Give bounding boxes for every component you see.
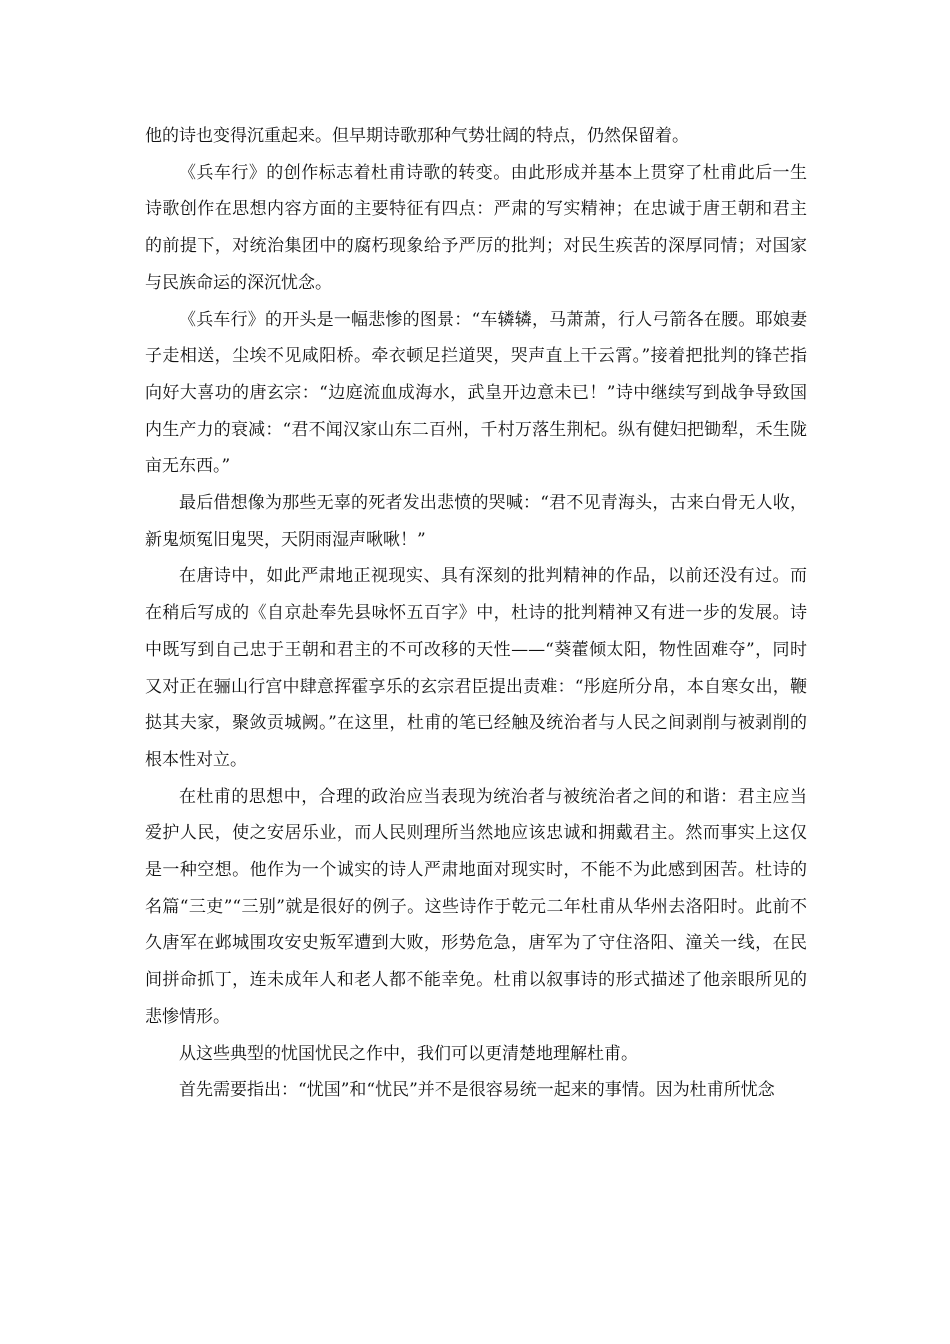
body-text bbox=[145, 118, 807, 1109]
paragraph-1: 他的诗也变得沉重起来。但早期诗歌那种气势壮阔的特点，仍然保留着。 bbox=[145, 126, 689, 146]
paragraph-6: 在杜甫的思想中，合理的政治应当表现为统治者与被统治者之间的和谐：君主应当爱护人民，使之安居乐业，而人民则理所当然地应该忠诚和拥戴君主。然而事实上这仅是一种空想。他作为一个诚实的诗人严肃地面对现实时，不能不为此感到困苦。杜诗的名篇“三吏”“三别”就是很好的例子。这些诗作于乾元二年杜甫从华州去洛阳时。此前不久唐军在邺城围攻安史叛军遭到大败，形势危急，唐军为了守住洛阳、潼关一线，在民间拼命抓丁，连未成年人和老人都不能幸免。杜甫以叙事诗的形式描述了他亲眼所见的悲惨情形。 bbox=[145, 786, 807, 1027]
paragraph-4: 最后借想像为那些无辜的死者发出悲愤的哭喊：“君不见青海头，古来白骨无人收，新鬼烦冤旧鬼哭，天阴雨湿声啾啾！” bbox=[145, 493, 807, 550]
paragraph-2: 《兵车行》的创作标志着杜甫诗歌的转变。由此形成并基本上贯穿了杜甫此后一生诗歌创作在思想内容方面的主要特征有四点：严肃的写实精神；在忠诚于唐王朝和君主的前提下，对统治集团中的腐朽现象给予严厉的批判；对民生疾苦的深厚同情；对国家与民族命运的深沉忧念。 bbox=[145, 162, 807, 293]
paragraph-3: 《兵车行》的开头是一幅悲惨的图景：“车辚辚，马萧萧，行人弓箭各在腰。耶娘妻子走相送，尘埃不见咸阳桥。牵衣顿足拦道哭，哭声直上干云霄。”接着把批判的锋芒指向好大喜功的唐玄宗：“边庭流血成海水，武皇开边意未已！”诗中继续写到战争导致国内生产力的衰减：“君不闻汉家山东二百州，千村万落生荆杞。纵有健妇把锄犁，禾生陇亩无东西。” bbox=[145, 309, 807, 477]
paragraph-7: 从这些典型的忧国忧民之作中，我们可以更清楚地理解杜甫。 bbox=[179, 1043, 638, 1064]
paragraph-5: 在唐诗中，如此严肃地正视现实、具有深刻的批判精神的作品，以前还没有过。而在稍后写成的《自京赴奉先县咏怀五百字》中，杜诗的批判精神又有进一步的发展。诗中既写到自己忠于王朝和君主的不可改移的天性——“葵藿倾太阳，物性固难夺”，同时又对正在骊山行宫中肆意挥霍享乐的玄宗君臣提出责难：“彤庭所分帛，本自寒女出，鞭挞其夫家，聚敛贡城阙。”在这里，杜甫的笔已经触及统治者与人民之间剥削与被剥削的根本性对立。 bbox=[145, 566, 807, 770]
paragraph-8: 首先需要指出：“忧国”和“忧民”并不是很容易统一起来的事情。因为杜甫所忧念 bbox=[179, 1080, 775, 1101]
